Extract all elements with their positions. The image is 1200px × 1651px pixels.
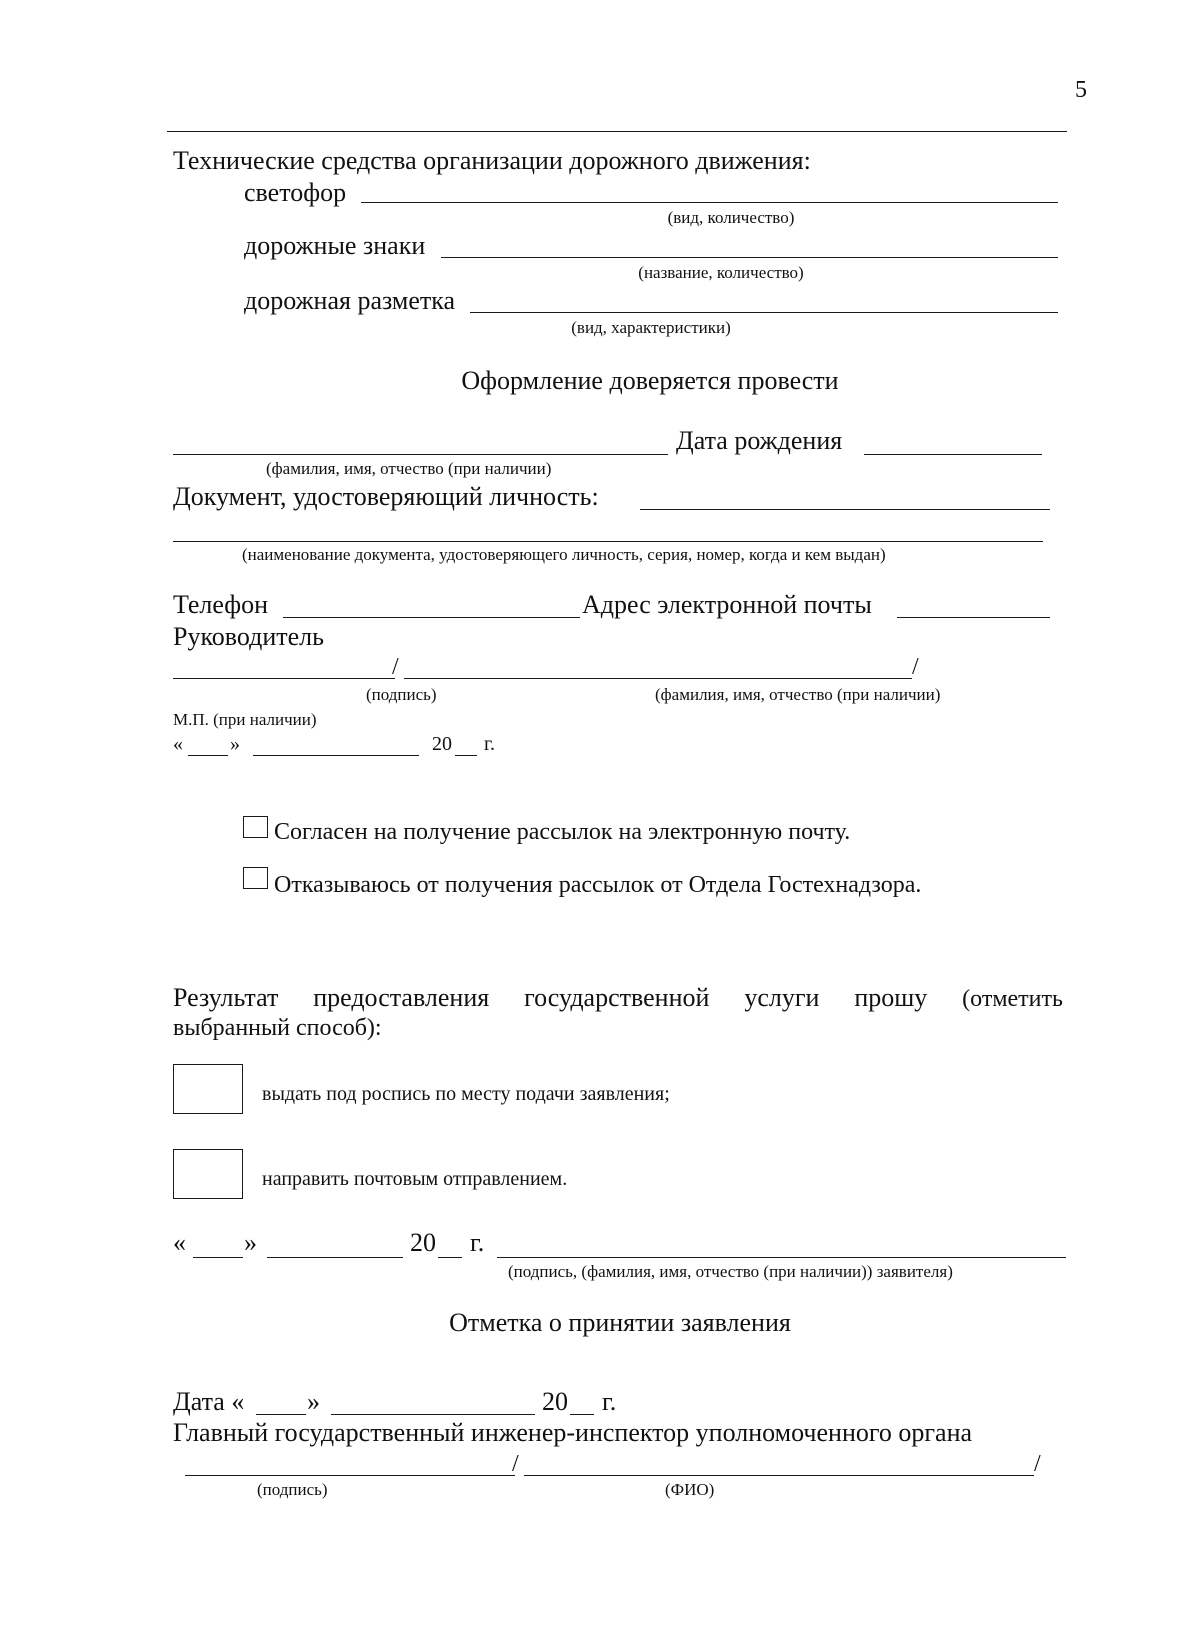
email-field[interactable] <box>897 617 1050 618</box>
year-prefix: 20 <box>432 733 452 755</box>
applicant-signature-hint: (подпись, (фамилия, имя, отчество (при наличии)) заявителя) <box>508 1262 953 1281</box>
applicant-signature-field[interactable] <box>497 1257 1066 1258</box>
applicant-date-close: » <box>244 1228 257 1257</box>
entrusted-fio-field[interactable] <box>173 454 668 455</box>
applicant-date-month-field[interactable] <box>267 1257 403 1258</box>
entrusted-fio-hint: (фамилия, имя, отчество (при наличии) <box>266 459 552 478</box>
head-fio-hint: (фамилия, имя, отчество (при наличии) <box>655 685 941 704</box>
date-close-quote: » <box>230 733 240 755</box>
acceptance-heading: Отметка о принятии заявления <box>449 1308 791 1337</box>
email-label: Адрес электронной почты <box>582 590 872 619</box>
result-line-1 <box>173 983 1063 1013</box>
inspector-signature-hint: (подпись) <box>257 1480 328 1499</box>
applicant-year-suffix: г. <box>470 1228 485 1257</box>
result-word: услуги <box>744 983 820 1012</box>
slash-separator: / <box>1034 1451 1041 1477</box>
mailing-agree-label: Согласен на получение рассылок на электронную почту. <box>274 819 851 845</box>
traffic-light-hint: (вид, количество) <box>667 208 795 227</box>
result-word: Результат <box>173 983 279 1012</box>
acceptance-date-month-field[interactable] <box>331 1414 535 1415</box>
head-signature-hint: (подпись) <box>366 685 437 704</box>
head-label: Руководитель <box>173 622 324 651</box>
traffic-light-label: светофор <box>244 178 347 207</box>
result-word: прошу <box>854 983 928 1012</box>
id-doc-hint: (наименование документа, удостоверяющего личность, серия, номер, когда и кем выдан) <box>242 545 886 564</box>
id-doc-field-2[interactable] <box>173 541 1043 542</box>
option-hand-label: выдать под роспись по месту подачи заявления; <box>262 1083 670 1105</box>
acceptance-date-day-field[interactable] <box>256 1414 306 1415</box>
birth-date-field[interactable] <box>864 454 1042 455</box>
acceptance-date-close: » <box>307 1387 320 1416</box>
acceptance-date-label: Дата « <box>173 1387 245 1416</box>
road-signs-label: дорожные знаки <box>244 231 426 260</box>
head-date-year-field[interactable] <box>455 755 477 756</box>
acceptance-year-suffix: г. <box>602 1387 617 1416</box>
mailing-refuse-checkbox[interactable] <box>243 867 268 889</box>
road-signs-field[interactable] <box>441 257 1058 258</box>
option-hand-checkbox[interactable] <box>173 1064 243 1114</box>
technical-heading: Технические средства организации дорожного движения: <box>173 146 811 175</box>
result-word: предоставления <box>313 983 490 1012</box>
inspector-fio-hint: (ФИО) <box>665 1480 715 1499</box>
entrusted-heading: Оформление доверяется провести <box>461 366 839 395</box>
id-doc-label: Документ, удостоверяющий личность: <box>173 482 599 511</box>
result-word: государственной <box>524 983 710 1012</box>
phone-label: Телефон <box>173 590 269 619</box>
road-marking-label: дорожная разметка <box>244 286 456 315</box>
result-line-2: выбранный способ): <box>173 1015 382 1041</box>
traffic-light-field[interactable] <box>361 202 1058 203</box>
mailing-agree-checkbox[interactable] <box>243 816 268 838</box>
road-marking-field[interactable] <box>470 312 1058 313</box>
id-doc-field[interactable] <box>640 509 1050 510</box>
applicant-date-open: « <box>173 1228 186 1257</box>
road-marking-hint: (вид, характеристики) <box>571 318 731 337</box>
inspector-signature-field[interactable] <box>185 1475 515 1476</box>
option-post-label: направить почтовым отправлением. <box>262 1168 568 1190</box>
slash-separator: / <box>912 654 919 680</box>
phone-field[interactable] <box>283 617 580 618</box>
mailing-refuse-label: Отказываюсь от получения рассылок от Отдела Гостехнадзора. <box>274 872 922 898</box>
slash-separator: / <box>392 654 399 680</box>
slash-separator: / <box>512 1451 519 1477</box>
head-date-day-field[interactable] <box>188 755 228 756</box>
year-suffix: г. <box>484 733 495 755</box>
applicant-date-year-field[interactable] <box>438 1257 462 1258</box>
stamp-label: М.П. (при наличии) <box>173 710 317 729</box>
page-number: 5 <box>1075 77 1087 103</box>
option-post-checkbox[interactable] <box>173 1149 243 1199</box>
applicant-date-day-field[interactable] <box>193 1257 243 1258</box>
road-signs-hint: (название, количество) <box>638 263 804 282</box>
inspector-label: Главный государственный инженер-инспектор уполномоченного органа <box>173 1418 973 1447</box>
applicant-year-prefix: 20 <box>410 1228 436 1257</box>
acceptance-date-year-field[interactable] <box>570 1414 594 1415</box>
head-signature-field[interactable] <box>173 678 395 679</box>
inspector-fio-field[interactable] <box>524 1475 1034 1476</box>
head-date-month-field[interactable] <box>253 755 419 756</box>
birth-date-label: Дата рождения <box>676 426 843 455</box>
date-open-quote: « <box>173 733 183 755</box>
top-rule <box>167 131 1067 132</box>
head-fio-field[interactable] <box>404 678 912 679</box>
acceptance-year-prefix: 20 <box>542 1387 568 1416</box>
result-note: (отметить <box>962 986 1063 1012</box>
